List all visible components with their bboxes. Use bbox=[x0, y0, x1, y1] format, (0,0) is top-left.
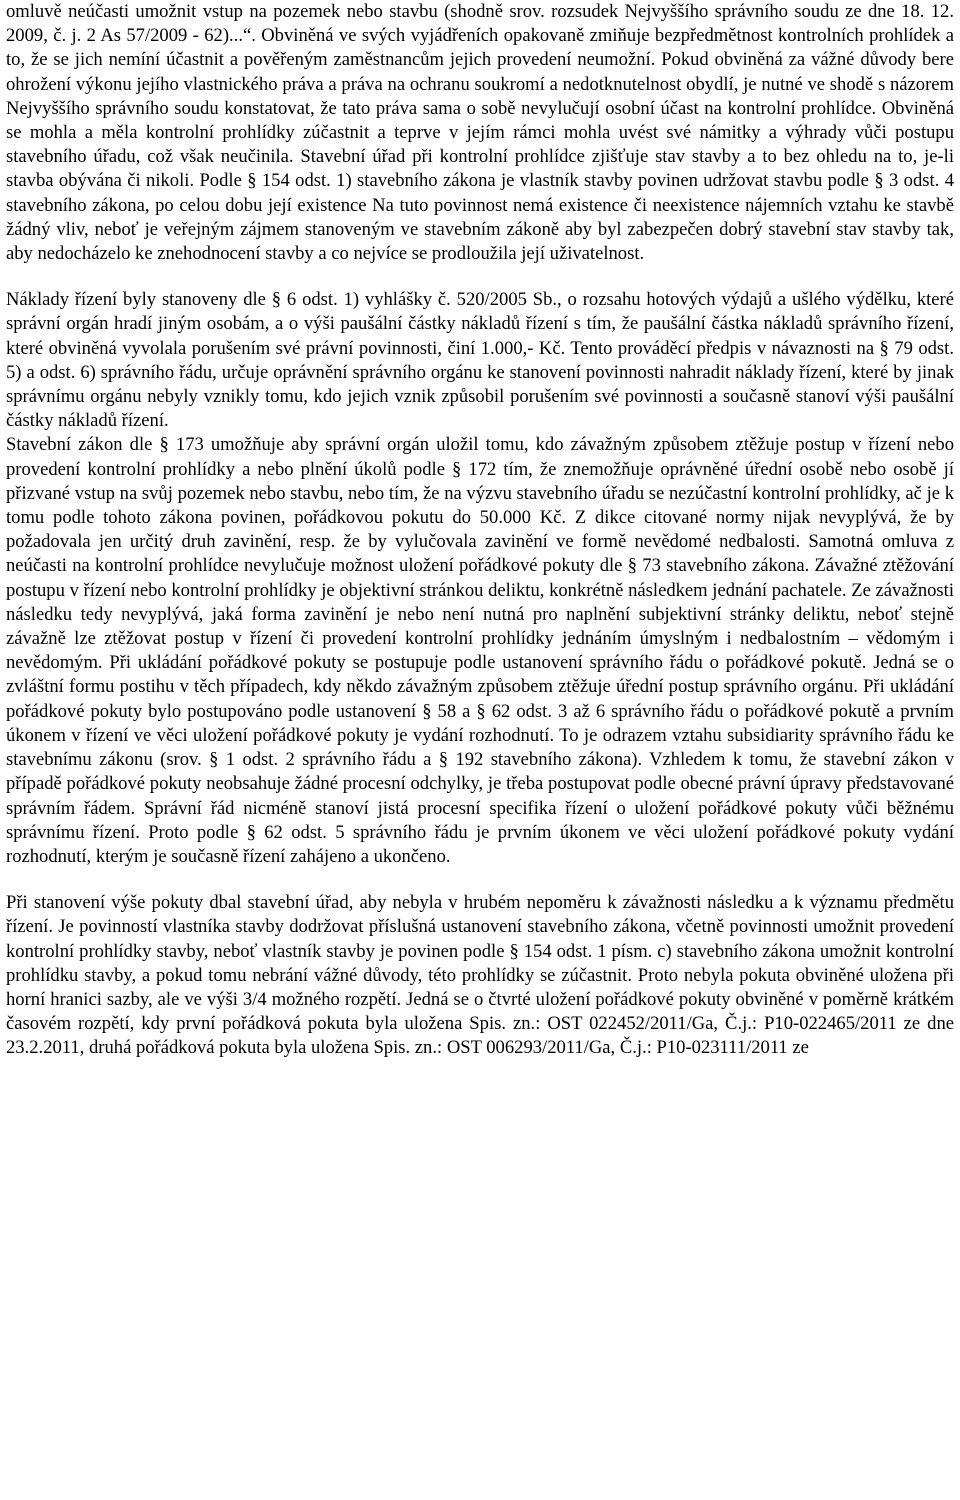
paragraph-costs: Náklady řízení byly stanoveny dle § 6 odst. 1) vyhlášky č. 520/2005 Sb., o rozsahu hotových výdajů a ušlého výdělku, které správní orgán hradí jiným osobám, a o výši paušální částky nákladů řízení s tím, že paušální částka nákladů správního řízení, které obviněná vyvolala porušením své právní povinnosti, činí 1.000,- Kč. Tento prováděcí předpis v návaznosti na § 79 odst. 5) a odst. 6) správního řádu, určuje oprávnění správního orgánu ke stanovení povinnosti nahradit náklady řízení, které by jinak správnímu orgánu nebyly vznikly tomu, kdo jejich vznik způsobil porušením své povinnosti a současně stanoví výši paušální částky nákladů řízení. bbox=[6, 289, 954, 432]
paragraph-inspection-reasoning: omluvě neúčasti umožnit vstup na pozemek nebo stavbu (shodně srov. rozsudek Nejvyššího správního soudu ze dne 18. 12. 2009, č. j. 2 As 57/2009 - 62)...“. Obviněná ve svých vyjádřeních opakovaně zmiňuje bezpředmětnost kontrolních prohlídek a to, že se jich nemíní účastnit a pověřeným zaměstnancům jejich provedení neumožní. Pokud obviněná za vážné důvody bere ohrožení výkonu jejího vlastnického práva a práva na ochranu soukromí a nedotknutelnost obydlí, je nutné ve shodě s názorem Nejvyššího správního soudu konstatovat, že tato práva sama o sobě nevylučují osobní účast na kontrolní prohlídce. Obviněná se mohla a měla kontrolní prohlídky zúčastnit a teprve v jejím rámci mohla uvést své námitky a výhrady vůči postupu stavebního úřadu, což však neučinila. Stavební úřad při kontrolní prohlídce zjišťuje stav stavby a to bez ohledu na to, je-li stavba obývána či nikoli. Podle § 154 odst. 1) stavebního zákona je vlastník stavby povinen udržovat stavbu podle § 3 odst. 4 stavebního zákona, po celou dobu její existence Na tuto povinnost nemá existence či neexistence nájemních vztahu ke stavbě žádný vliv, neboť je veřejným zájmem stanoveným ve stavebním zákoně aby byl zabezpečen dobrý stavební stav stavby tak, aby nedocházelo ke znehodnocení stavby a co nejvíce se prodloužila její uživatelnost. bbox=[6, 1, 954, 265]
paragraph-fine-legal-basis: Stavební zákon dle § 173 umožňuje aby správní orgán uložil tomu, kdo závažným způsobem ztěžuje postup v řízení nebo provedení kontrolní prohlídky a nebo plnění úkolů podle § 172 tím, že znemožňuje oprávněné úřední osobě nebo osobě jí přizvané vstup na svůj pozemek nebo stavbu, nebo tím, že na výzvu stavebního úřadu se nezúčastní kontrolní prohlídky, ač je k tomu podle tohoto zákona povinen, pořádkovou pokutu do 50.000 Kč. Z dikce citované normy nijak nevyplývá, že by požadovala jen určitý druh zavinění, resp. že by vylučovala zavinění ve formě nevědomé nedbalosti. Samotná omluva z neúčasti na kontrolní prohlídce nevylučuje možnost uložení pořádkové pokuty dle § 73 stavebního zákona. Závažné ztěžování postupu v řízení nebo kontrolní prohlídky je objektivní stránkou deliktu, konkrétně následkem jednání pachatele. Ze závažnosti následku tedy nevyplývá, jaká forma zavinění je nebo není nutná pro naplnění subjektivní stránky deliktu, neboť stejně závažně lze ztěžovat postup v řízení či provedení kontrolní prohlídky jednáním úmyslným i nedbalostním – vědomým i nevědomým. Při ukládání pořádkové pokuty se postupuje podle ustanovení správního řádu o pořádkové pokutě. Jedná se o zvláštní formu postihu v těch případech, kdy někdo závažným způsobem ztěžuje úřední postup správního orgánu. Při ukládání pořádkové pokuty bylo postupováno podle ustanovení § 58 a § 62 odst. 3 až 6 správního řádu o pořádkové pokutě a prvním úkonem v řízení ve věci uložení pořádkové pokuty je vydání rozhodnutí. To je odrazem vztahu subsidiarity správního řádu ke stavebnímu zákonu (srov. § 1 odst. 2 správního řádu a § 192 stavebního zákona). Vzhledem k tomu, že stavební zákon v případě pořádkové pokuty neobsahuje žádné procesní odchylky, je třeba postupovat podle obecné právní úpravy představované správním řádem. Správní řád nicméně stanoví jistá procesní specifika řízení o uložení pořádkové pokuty vůči běžnému správnímu řízení. Proto podle § 62 odst. 5 správního řádu je prvním úkonem ve věci uložení pořádkové pokuty vydání rozhodnutí, kterým je současně řízení zahájeno a ukončeno. bbox=[6, 434, 954, 867]
paragraph-fine-amount: Při stanovení výše pokuty dbal stavební úřad, aby nebyla v hrubém nepoměru k závažnosti následku a k významu předmětu řízení. Je povinností vlastníka stavby dodržovat příslušná ustanovení stavebního zákona, včetně povinnosti umožnit provedení kontrolní prohlídky stavby, neboť vlastník stavby je povinen podle § 154 odst. 1 písm. c) stavebního zákona umožnit kontrolní prohlídku stavby, a pokud tomu nebrání vážné důvody, této prohlídky se zúčastnit. Proto nebyla pokuta obviněné uložena při horní hranici sazby, ale ve výši 3/4 možného rozpětí. Jedná se o čtvrté uložení pořádkové pokuty obviněné v poměrně krátkém časovém rozpětí, kdy první pořádková pokuta byla uložena Spis. zn.: OST 022452/2011/Ga, Č.j.: P10-022465/2011 ze dne 23.2.2011, druhá pořádková pokuta byla uložena Spis. zn.: OST 006293/2011/Ga, Č.j.: P10-023111/2011 ze bbox=[6, 892, 954, 1059]
